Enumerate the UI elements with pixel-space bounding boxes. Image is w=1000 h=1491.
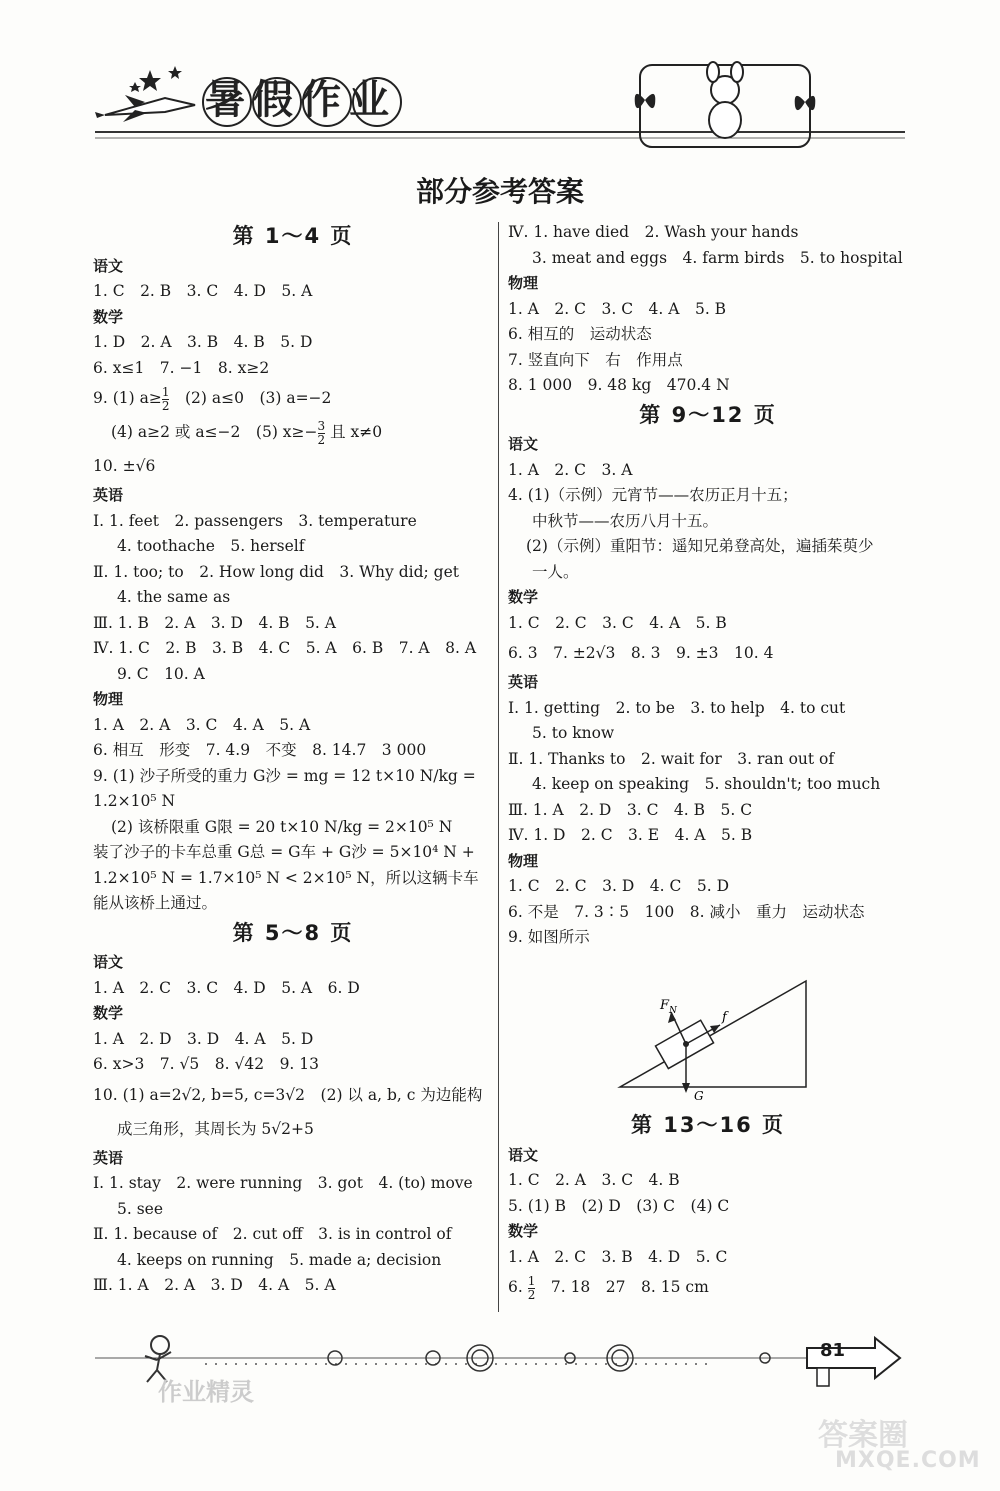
fraction-denominator: 2: [161, 398, 170, 413]
answer-line: (2)（示例）重阳节：遥知兄弟登高处，遍插茱萸少: [526, 537, 874, 555]
answer-line: 10. (1) a=2√2, b=5, c=3√2 (2) 以 a, b, c 为边能构: [93, 1085, 483, 1104]
answer-line: 1. C 2. B 3. C 4. D 5. A: [93, 282, 313, 300]
answer-line: 能从该桥上通过。: [93, 894, 218, 912]
answer-line: 4. (1)（示例）元宵节——农历正月十五；: [508, 486, 798, 504]
fraction-numerator: 1: [161, 384, 170, 399]
subject-heading: 数学: [508, 1222, 539, 1240]
subject-heading: 数学: [508, 588, 539, 606]
normal-force-subscript: N: [669, 1005, 677, 1016]
subject-heading: 语文: [508, 1145, 539, 1164]
answer-line: 1. A 2. C 3. A: [508, 460, 633, 479]
stars-icon: [129, 66, 182, 92]
friction-label: f: [722, 1009, 727, 1025]
gravity-label: G: [694, 1088, 704, 1101]
answer-line: 1. D 2. A 3. B 4. B 5. D: [93, 333, 313, 351]
incline-triangle: [620, 981, 806, 1087]
answer-line: Ⅲ. 1. B 2. A 3. D 4. B 5. A: [93, 613, 336, 632]
answer-line: [93, 415, 493, 449]
answer-line: Ⅱ. 1. Thanks to 2. wait for 3. ran out of: [508, 749, 835, 768]
fraction-numerator: 1: [527, 1273, 536, 1288]
answer-line: 4. toothache 5. herself: [117, 537, 305, 555]
answer-line: (2) 该桥限重 G限 = 20 t×10 N/kg = 2×10⁵ N: [111, 817, 453, 836]
answer-line: 6. 3 7. ±2√3 8. 3 9. ±3 10. 4: [508, 644, 774, 662]
answer-line: 中秋节——农历八月十五。: [532, 511, 719, 530]
page-number: 81: [820, 1340, 846, 1361]
normal-force-label: F: [660, 997, 670, 1013]
answer-text: (2) a≤0 (3) a=−2: [169, 389, 332, 407]
answer-line: Ⅱ. 1. too; to 2. How long did 3. Why did; get: [93, 562, 459, 581]
answer-line: Ⅰ. 1. feet 2. passengers 3. temperature: [93, 511, 417, 530]
subject-heading: 语文: [508, 435, 539, 453]
page-title: 部分参考答案: [415, 175, 584, 208]
answer-line: [508, 1270, 908, 1304]
answer-line: Ⅳ. 1. have died 2. Wash your hands: [508, 223, 799, 241]
answer-line: 1. A 2. C 3. B 4. D 5. C: [508, 1247, 728, 1266]
answer-line: 9. (1) 沙子所受的重力 G沙 = mg = 12 t×10 N/kg =: [93, 766, 476, 785]
rocket-icon: [95, 95, 195, 122]
answer-line: 1. A 2. A 3. C 4. A 5. A: [93, 715, 311, 734]
fraction: [318, 420, 326, 447]
answer-line: 6. 不是 7. 3∶5 100 8. 减小 重力 运动状态: [508, 902, 865, 921]
answer-line: 1.2×10⁵ N = 1.7×10⁵ N < 2×10⁵ N，所以这辆卡车: [93, 868, 479, 887]
fraction-denominator: 2: [527, 1287, 536, 1302]
answer-line: 8. 1 000 9. 48 kg 470.4 N: [508, 376, 730, 394]
fraction-denominator: 2: [317, 432, 326, 447]
answer-line: 6. 相互 形变 7. 4.9 不变 8. 14.7 3 000: [93, 741, 427, 759]
answer-line: 4. keep on speaking 5. shouldn't; too much: [532, 775, 881, 793]
answer-line: 4. the same as: [117, 588, 231, 606]
answer-line: Ⅲ. 1. A 2. A 3. D 4. A 5. A: [93, 1276, 336, 1294]
answer-line: 10. ±√6: [93, 457, 156, 475]
column-divider: [498, 222, 499, 1312]
answer-line: 1. C 2. C 3. C 4. A 5. B: [508, 613, 727, 632]
answer-line: Ⅰ. 1. getting 2. to be 3. to help 4. to cut: [508, 698, 846, 717]
subject-heading: 数学: [93, 1004, 124, 1022]
answer-line: 装了沙子的卡车总重 G总 = G车 + G沙 = 5×10⁴ N +: [93, 843, 475, 861]
answer-text: 9. (1) a≥: [93, 389, 162, 407]
answer-line: 成三角形，其周长为 5√2+5: [117, 1119, 314, 1138]
watermark: 答案圈: [818, 1418, 908, 1453]
subject-heading: 物理: [93, 690, 124, 708]
answer-line: 9. C 10. A: [117, 664, 205, 683]
subject-heading: 语文: [93, 256, 124, 275]
answer-line: 5. (1) B (2) D (3) C (4) C: [508, 1196, 730, 1215]
answer-line: 5. see: [117, 1199, 164, 1218]
answer-line: 6. 相互的 运动状态: [508, 325, 652, 343]
banner-title: 暑假作业: [205, 76, 397, 123]
answer-line: 1.2×10⁵ N: [93, 792, 176, 810]
answer-line: Ⅳ. 1. C 2. B 3. B 4. C 5. A 6. B 7. A 8. A: [93, 639, 477, 657]
answer-line: 6. x≤1 7. −1 8. x≥2: [93, 358, 270, 377]
answer-line: 1. A 2. D 3. D 4. A 5. D: [93, 1029, 314, 1048]
subject-heading: 英语: [93, 486, 124, 504]
section-heading: 第 1～4 页: [232, 224, 354, 248]
answer-line: 1. A 2. C 3. C 4. D 5. A 6. D: [93, 978, 360, 997]
incline-force-diagram: [508, 951, 908, 1101]
subject-heading: 语文: [93, 953, 124, 971]
answer-line: Ⅲ. 1. A 2. D 3. C 4. B 5. C: [508, 800, 753, 819]
answer-line: 1. A 2. C 3. C 4. A 5. B: [508, 299, 727, 318]
cartoon-character-icon: [707, 62, 743, 138]
subject-heading: 物理: [508, 851, 539, 870]
answer-line: 7. 竖直向下 右 作用点: [508, 350, 683, 369]
left-column: [93, 220, 493, 1299]
answer-line: Ⅱ. 1. because of 2. cut off 3. is in control of: [93, 1225, 452, 1243]
answer-line: 3. meat and eggs 4. farm birds 5. to hospital: [532, 248, 903, 267]
answer-line: 一人。: [532, 562, 579, 581]
fraction-numerator: 3: [317, 418, 326, 433]
subject-heading: 数学: [93, 307, 124, 326]
answer-line: [93, 381, 493, 415]
answer-line: Ⅳ. 1. D 2. C 3. E 4. A 5. B: [508, 826, 753, 844]
section-heading: 第 9～12 页: [639, 402, 777, 427]
right-column: [508, 220, 908, 1304]
answer-text: 6.: [508, 1278, 528, 1296]
subject-heading: 英语: [93, 1148, 124, 1167]
answer-text: 7. 18 27 8. 15 cm: [535, 1278, 709, 1296]
answer-line: Ⅰ. 1. stay 2. were running 3. got 4. (to) move: [93, 1174, 473, 1192]
answer-text: 且 x≠0: [325, 423, 383, 441]
answer-line: 4. keeps on running 5. made a; decision: [117, 1250, 442, 1269]
subject-heading: 英语: [508, 673, 539, 691]
watermark-url: MXQE.COM: [835, 1448, 981, 1473]
section-heading: 第 13～16 页: [630, 1113, 786, 1137]
answer-line: 1. C 2. A 3. C 4. B: [508, 1171, 680, 1189]
answer-line: 9. 如图所示: [508, 928, 590, 946]
subject-heading: 物理: [508, 274, 539, 292]
answer-text: (4) a≥2 或 a≤−2 (5) x≥−: [111, 423, 318, 441]
section-heading: 第 5～8 页: [232, 920, 354, 945]
stamp-text: 作业精灵: [158, 1378, 254, 1406]
answer-line: 5. to know: [532, 724, 615, 742]
answer-line: 6. x>3 7. √5 8. √42 9. 13: [93, 1055, 320, 1073]
answer-line: 1. C 2. C 3. D 4. C 5. D: [508, 877, 730, 895]
